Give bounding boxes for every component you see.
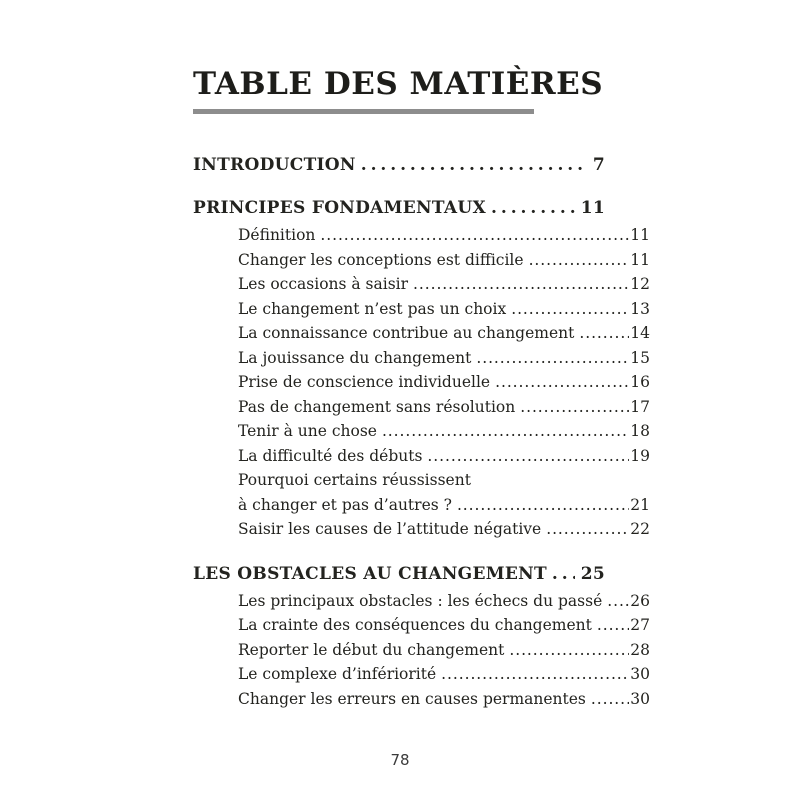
toc-entry: [193, 419, 650, 444]
toc-entry-label: La connaissance contribue au changement: [238, 324, 575, 342]
dot-leader: [441, 662, 629, 687]
toc-entry-label: Pas de changement sans résolution: [238, 397, 516, 416]
toc-entry-page-ref: 13: [630, 299, 650, 318]
toc-entry-label: Les principaux obstacles : les échecs du passé: [238, 591, 603, 610]
toc-entry: [193, 346, 650, 371]
toc-section-label: PRINCIPES FONDAMENTAUX: [193, 198, 487, 218]
toc-entry-page-ref: 14: [630, 324, 650, 342]
toc-entry: [193, 613, 650, 638]
dot-leader: [361, 155, 587, 176]
dot-leader: [591, 687, 629, 712]
title-rule: [193, 109, 534, 114]
toc-section-heading: [193, 564, 605, 585]
dot-leader: [546, 517, 629, 542]
toc-entry: [193, 297, 650, 322]
toc-entry-label: La difficulté des débuts: [238, 446, 423, 465]
toc-entry: [193, 687, 650, 712]
toc-entry-page-ref: 21: [630, 495, 650, 514]
toc-entry: [193, 395, 650, 420]
toc-entry-page-ref: 16: [630, 373, 650, 391]
toc-entry-page-ref: 30: [630, 689, 650, 708]
toc-entry: [193, 589, 650, 614]
toc-entry: [193, 638, 650, 663]
dot-leader: [382, 419, 629, 444]
toc-section: [193, 155, 605, 176]
dot-leader: [413, 272, 629, 297]
page-title: TABLE DES MATIÈRES: [193, 66, 604, 102]
toc-entry: [193, 370, 650, 395]
dot-leader: [476, 346, 629, 371]
toc-entry-page-ref: 22: [630, 520, 650, 538]
toc-section-page-ref: 25: [580, 563, 605, 584]
footer-page-number: 78: [390, 751, 410, 769]
dot-leader: [320, 223, 629, 248]
dot-leader: [529, 248, 630, 273]
toc-entry-label: Le complexe d’infériorité: [238, 665, 437, 683]
toc-entry-label: Les occasions à saisir: [238, 275, 409, 293]
toc-entry-label: La crainte des conséquences du changement: [238, 616, 592, 634]
toc-entry: [193, 321, 650, 346]
toc-entry-list: [193, 223, 650, 542]
toc-entry-label: Changer les conceptions est difficile: [238, 250, 524, 269]
toc-entry-page-ref: 17: [630, 397, 650, 416]
toc-entry-page-ref: 19: [630, 446, 650, 465]
toc-entry: [193, 662, 650, 687]
toc-entry: [193, 517, 650, 542]
dot-leader: [491, 198, 575, 219]
toc-entry-label: La jouissance du changement: [238, 348, 472, 367]
dot-leader: [579, 321, 629, 346]
toc-entry-page-ref: 12: [630, 275, 650, 293]
dot-leader: [552, 564, 575, 585]
toc-entry-page-ref: 28: [630, 640, 650, 659]
toc-entry-list: [193, 589, 650, 712]
toc-entry: [193, 493, 650, 518]
toc-entry: [193, 248, 650, 273]
toc-entry: [193, 223, 650, 248]
toc-entry-label: Définition: [238, 226, 316, 244]
toc-entry-page-ref: 11: [630, 226, 650, 244]
toc-entry-page-ref: 11: [630, 250, 650, 269]
toc-entry-label: Saisir les causes de l’attitude négative: [238, 520, 542, 538]
toc-entry-page-ref: 26: [630, 591, 650, 610]
toc-entry-page-ref: 30: [630, 665, 650, 683]
dot-leader: [427, 444, 629, 469]
toc-section-heading: [193, 198, 605, 219]
toc-entry-label: Le changement n’est pas un choix: [238, 299, 507, 318]
table-of-contents: [193, 155, 650, 711]
toc-entry-label: Tenir à une chose: [238, 422, 377, 440]
toc-entry-line: Pourquoi certains réussissent: [238, 471, 471, 489]
toc-entry: [193, 444, 650, 469]
toc-entry-label: à changer et pas d’autres ?: [238, 495, 452, 514]
toc-entry-label: Prise de conscience individuelle: [238, 373, 491, 391]
dot-leader: [520, 395, 629, 420]
toc-section-heading: [193, 155, 605, 176]
dot-leader: [509, 638, 629, 663]
toc-section: [193, 198, 650, 542]
dot-leader: [511, 297, 629, 322]
toc-section-page-ref: 11: [580, 198, 605, 218]
toc-section-label: INTRODUCTION: [193, 155, 356, 175]
toc-entry-label: Changer les erreurs en causes permanentes: [238, 689, 586, 708]
toc-entry-label: Reporter le début du changement: [238, 640, 505, 659]
toc-section-label: LES OBSTACLES AU CHANGEMENT: [193, 563, 547, 584]
dot-leader: [457, 493, 629, 518]
toc-entry-page-ref: 18: [630, 422, 650, 440]
toc-section: [193, 563, 650, 712]
dot-leader: [495, 370, 629, 395]
dot-leader: [597, 613, 629, 638]
toc-entry-page-ref: 15: [630, 348, 650, 367]
toc-section-page-ref: 7: [592, 155, 605, 175]
dot-leader: [607, 589, 629, 614]
toc-entry-page-ref: 27: [630, 616, 650, 634]
toc-entry: [193, 272, 650, 297]
